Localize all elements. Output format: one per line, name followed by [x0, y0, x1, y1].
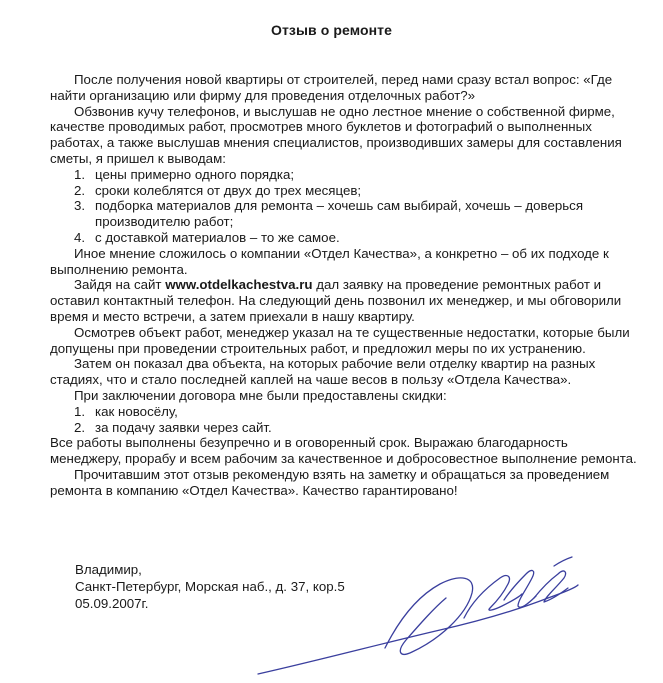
- list-text: с доставкой материалов – то же самое.: [95, 229, 340, 245]
- list-item: [50, 230, 640, 246]
- paragraph-objects: Затем он показал два объекта, на которых рабочие вели отделку квартир на разных стадиях, что и стало последней каплей на чаше весов в пользу «Отдела Качества».: [50, 356, 596, 388]
- paragraph-gratitude: Все работы выполнены безупречно и в оговоренный срок. Выражаю благодарность менеджеру, прорабу и всем рабочим за качественное и добросовестное выполнение ремонта.: [50, 435, 637, 467]
- list-number: 1.: [74, 166, 86, 182]
- website-lead: Зайдя на сайт: [74, 277, 166, 293]
- review-body: [50, 72, 640, 499]
- list-number: 3.: [74, 198, 86, 214]
- author-name: Владимир,: [75, 562, 142, 577]
- list-item: [50, 167, 640, 183]
- list-item: [50, 404, 640, 420]
- handwritten-signature: [250, 548, 580, 683]
- list-item: [50, 198, 640, 230]
- list-number: 2.: [74, 419, 86, 435]
- list-number: 2.: [74, 182, 86, 198]
- paragraph-discounts: При заключении договора мне были предоставлены скидки:: [74, 387, 447, 403]
- signoff-date: 05.09.2007г.: [75, 596, 149, 611]
- paragraph-website: [50, 277, 640, 324]
- list-item: [50, 420, 640, 436]
- paragraph-intro: После получения новой квартиры от строителей, перед нами сразу встал вопрос: «Где найти организацию или фирму для проведения отделочных работ?»: [50, 72, 613, 103]
- paragraph-company: Иное мнение сложилось о компании «Отдел Качества», а конкретно – об их подходе к выполнению ремонта.: [50, 245, 609, 277]
- website-link[interactable]: www.otdelkachestva.ru: [165, 277, 313, 293]
- list-number: 4.: [74, 229, 86, 245]
- list-text: цены примерно одного порядка;: [95, 166, 295, 182]
- list-text: подборка материалов для ремонта – хочешь сам выбирай, хочешь – доверься производителю работ;: [95, 198, 584, 230]
- list-number: 1.: [74, 403, 86, 419]
- list-text: как новосёлу,: [95, 403, 178, 419]
- list-item: [50, 183, 640, 199]
- conclusions-list: [50, 167, 640, 246]
- document-title: Отзыв о ремонте: [270, 22, 393, 38]
- paragraph-research: Обзвонив кучу телефонов, и выслушав не одно лестное мнение о собственной фирме, качестве проводимых работ, просмотрев много буклетов и фотографий о выполненных работах, а также выслушав мнения специалистов, производивших замеры для составления сметы, я пришел к выводам:: [50, 103, 622, 166]
- paragraph-inspection: Осмотрев объект работ, менеджер указал на те существенные недостатки, которые были допущены при проведении строительных работ, и предложил меры по их устранению.: [50, 324, 630, 356]
- paragraph-recommendation: Прочитавшим этот отзыв рекомендую взять на заметку и обращаться за проведением ремонта в компанию «Отдел Качества». Качество гарантировано!: [50, 466, 610, 498]
- website-rest: дал заявку на проведение ремонтных работ и оставил контактный телефон. На следующий день позвонил их менеджер, и мы обговорили время и место встречи, а затем приехали в нашу квартиру.: [50, 277, 622, 324]
- discounts-list: [50, 404, 640, 436]
- author-address: Санкт-Петербург, Морская наб., д. 37, кор.5: [75, 579, 345, 594]
- list-text: за подачу заявки через сайт.: [95, 419, 272, 435]
- list-text: сроки колеблятся от двух до трех месяцев;: [95, 182, 362, 198]
